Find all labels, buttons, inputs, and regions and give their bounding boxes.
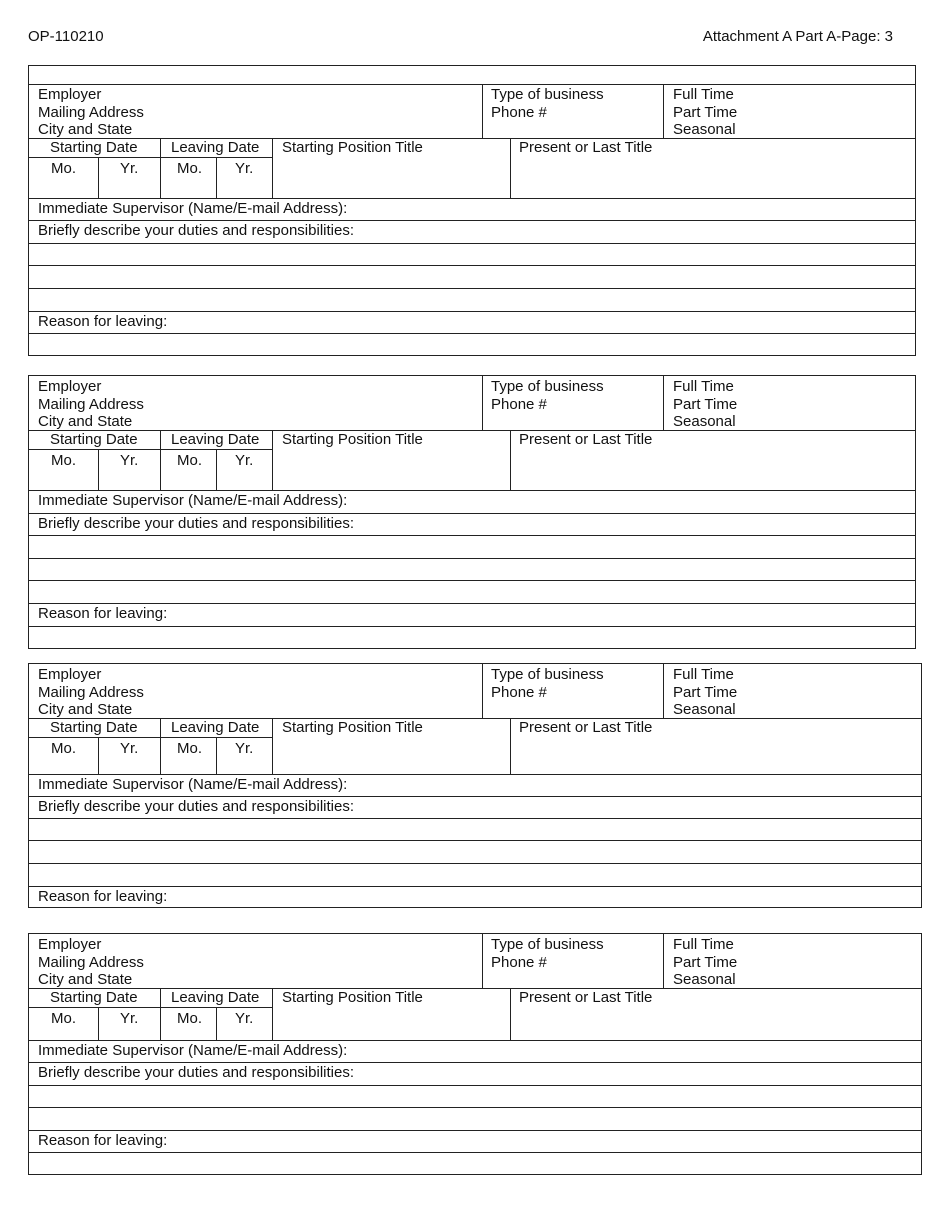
duties-line-2[interactable] xyxy=(29,840,921,863)
type-of-business-label: Type of business xyxy=(491,378,604,395)
divider xyxy=(29,718,921,719)
business-phone-field[interactable] xyxy=(482,84,663,138)
start-month-label: Mo. xyxy=(51,160,77,177)
divider xyxy=(29,138,915,139)
present-or-last-title-field[interactable] xyxy=(510,158,915,198)
start-month-label: Mo. xyxy=(51,740,77,757)
type-of-business-label: Type of business xyxy=(491,936,604,953)
leaving-date-label: Leaving Date xyxy=(171,431,260,448)
present-or-last-title-field[interactable] xyxy=(510,450,915,490)
part-time-option: Part Time xyxy=(673,683,738,701)
employer-label: Employer xyxy=(38,378,102,395)
immediate-supervisor-field[interactable] xyxy=(359,1040,921,1062)
employment-entry-3 xyxy=(28,663,922,908)
start-month-field[interactable] xyxy=(29,1028,98,1040)
divider xyxy=(663,376,664,430)
phone-label: Phone # xyxy=(491,683,547,701)
type-of-business-label: Type of business xyxy=(491,666,604,683)
reason-line[interactable] xyxy=(29,333,915,355)
immediate-supervisor-label: Immediate Supervisor (Name/E-mail Address): xyxy=(38,199,348,217)
reason-for-leaving-label: Reason for leaving: xyxy=(38,1131,168,1149)
leave-year-label: Yr. xyxy=(235,452,254,469)
employer-label: Employer xyxy=(38,666,102,683)
leave-month-label: Mo. xyxy=(177,160,203,177)
employer-label: Employer xyxy=(38,86,102,103)
employer-address-field[interactable] xyxy=(29,664,482,718)
start-month-label: Mo. xyxy=(51,452,77,469)
leave-month-label: Mo. xyxy=(177,452,203,469)
mailing-address-label: Mailing Address xyxy=(38,683,144,701)
reason-for-leaving-label: Reason for leaving: xyxy=(38,604,168,622)
immediate-supervisor-field[interactable] xyxy=(359,774,921,796)
full-time-option: Full Time xyxy=(673,86,734,103)
phone-label: Phone # xyxy=(491,395,547,413)
employer-address-field[interactable] xyxy=(29,934,482,988)
divider xyxy=(482,934,483,988)
page-label: Attachment A Part A-Page: 3 xyxy=(702,28,893,45)
blank-row[interactable] xyxy=(29,66,915,84)
divider xyxy=(663,664,664,718)
duties-line-2[interactable] xyxy=(29,558,915,580)
divider xyxy=(482,84,483,138)
reason-for-leaving-label: Reason for leaving: xyxy=(38,312,168,330)
duties-line-1[interactable] xyxy=(29,243,915,265)
present-or-last-title-label: Present or Last Title xyxy=(519,989,653,1006)
starting-date-label: Starting Date xyxy=(50,989,138,1006)
phone-label: Phone # xyxy=(491,953,547,971)
full-time-option: Full Time xyxy=(673,666,734,683)
employer-address-field[interactable] xyxy=(29,84,482,138)
start-month-field[interactable] xyxy=(29,470,98,490)
leave-year-field[interactable] xyxy=(216,1028,272,1040)
mailing-address-label: Mailing Address xyxy=(38,395,144,413)
leave-year-field[interactable] xyxy=(216,470,272,490)
starting-position-title-label: Starting Position Title xyxy=(282,139,423,156)
divider xyxy=(29,157,272,158)
leave-year-label: Yr. xyxy=(235,1010,254,1027)
starting-position-title-label: Starting Position Title xyxy=(282,431,423,448)
immediate-supervisor-label: Immediate Supervisor (Name/E-mail Address): xyxy=(38,1041,348,1059)
duties-label: Briefly describe your duties and responsibilities: xyxy=(38,221,354,239)
type-of-business-label: Type of business xyxy=(491,86,604,103)
starting-position-title-field[interactable] xyxy=(272,1008,510,1040)
divider xyxy=(29,449,272,450)
city-state-label: City and State xyxy=(38,121,133,138)
present-or-last-title-label: Present or Last Title xyxy=(519,139,653,156)
duties-line-2[interactable] xyxy=(29,1107,921,1130)
part-time-option: Part Time xyxy=(673,103,738,121)
leaving-date-label: Leaving Date xyxy=(171,719,260,736)
seasonal-option: Seasonal xyxy=(673,971,736,988)
city-state-label: City and State xyxy=(38,701,133,718)
reason-for-leaving-label: Reason for leaving: xyxy=(38,887,168,905)
start-month-field[interactable] xyxy=(29,178,98,198)
leave-year-field[interactable] xyxy=(216,758,272,774)
leave-month-field[interactable] xyxy=(160,1028,216,1040)
employment-type-field[interactable] xyxy=(663,376,915,430)
phone-label: Phone # xyxy=(491,103,547,121)
part-time-option: Part Time xyxy=(673,395,738,413)
business-phone-field[interactable] xyxy=(482,934,663,988)
start-year-label: Yr. xyxy=(120,160,139,177)
leave-year-field[interactable] xyxy=(216,178,272,198)
duties-line-3[interactable] xyxy=(29,863,921,886)
mailing-address-label: Mailing Address xyxy=(38,103,144,121)
present-or-last-title-field[interactable] xyxy=(510,1008,921,1040)
starting-position-title-field[interactable] xyxy=(272,158,510,198)
immediate-supervisor-label: Immediate Supervisor (Name/E-mail Address): xyxy=(38,775,348,793)
employment-entry-1 xyxy=(28,65,916,356)
divider xyxy=(482,664,483,718)
employment-entry-2 xyxy=(28,375,916,649)
start-year-label: Yr. xyxy=(120,740,139,757)
immediate-supervisor-label: Immediate Supervisor (Name/E-mail Address): xyxy=(38,491,348,509)
present-or-last-title-label: Present or Last Title xyxy=(519,719,653,736)
start-year-label: Yr. xyxy=(120,1010,139,1027)
leave-year-label: Yr. xyxy=(235,740,254,757)
present-or-last-title-field[interactable] xyxy=(510,738,921,774)
starting-position-title-label: Starting Position Title xyxy=(282,989,423,1006)
present-or-last-title-label: Present or Last Title xyxy=(519,431,653,448)
duties-line-2[interactable] xyxy=(29,265,915,288)
duties-line-1[interactable] xyxy=(29,535,915,558)
leaving-date-label: Leaving Date xyxy=(171,989,260,1006)
leave-month-field[interactable] xyxy=(160,178,216,198)
reason-for-leaving-field[interactable] xyxy=(179,886,921,907)
start-year-label: Yr. xyxy=(120,452,139,469)
starting-date-label: Starting Date xyxy=(50,431,138,448)
employment-entry-4 xyxy=(28,933,922,1175)
full-time-option: Full Time xyxy=(673,936,734,953)
leave-month-field[interactable] xyxy=(160,470,216,490)
employer-label: Employer xyxy=(38,936,102,953)
mailing-address-label: Mailing Address xyxy=(38,953,144,971)
duties-line-1[interactable] xyxy=(29,1085,921,1107)
part-time-option: Part Time xyxy=(673,953,738,971)
seasonal-option: Seasonal xyxy=(673,413,736,430)
immediate-supervisor-field[interactable] xyxy=(359,490,915,513)
starting-position-title-label: Starting Position Title xyxy=(282,719,423,736)
employment-type-field[interactable] xyxy=(663,84,915,138)
duties-line-3[interactable] xyxy=(29,580,915,603)
start-year-field[interactable] xyxy=(98,758,160,774)
reason-for-leaving-field[interactable] xyxy=(179,1130,921,1152)
immediate-supervisor-field[interactable] xyxy=(359,198,915,220)
divider xyxy=(663,934,664,988)
employment-type-field[interactable] xyxy=(663,664,921,718)
divider xyxy=(482,376,483,430)
form-number: OP-110210 xyxy=(28,28,104,45)
divider xyxy=(29,988,921,989)
employment-type-field[interactable] xyxy=(663,934,921,988)
divider xyxy=(663,84,664,138)
starting-date-label: Starting Date xyxy=(50,139,138,156)
starting-position-title-field[interactable] xyxy=(272,450,510,490)
employer-address-field[interactable] xyxy=(29,376,482,430)
reason-line[interactable] xyxy=(29,1152,921,1174)
city-state-label: City and State xyxy=(38,971,133,988)
starting-date-label: Starting Date xyxy=(50,719,138,736)
city-state-label: City and State xyxy=(38,413,133,430)
reason-for-leaving-field[interactable] xyxy=(179,311,915,333)
seasonal-option: Seasonal xyxy=(673,701,736,718)
leave-month-field[interactable] xyxy=(160,758,216,774)
divider xyxy=(29,1007,272,1008)
divider xyxy=(29,430,915,431)
leave-month-label: Mo. xyxy=(177,1010,203,1027)
duties-line-1[interactable] xyxy=(29,818,921,840)
divider xyxy=(29,737,272,738)
leave-month-label: Mo. xyxy=(177,740,203,757)
start-month-field[interactable] xyxy=(29,758,98,774)
leaving-date-label: Leaving Date xyxy=(171,139,260,156)
start-year-field[interactable] xyxy=(98,1028,160,1040)
leave-year-label: Yr. xyxy=(235,160,254,177)
seasonal-option: Seasonal xyxy=(673,121,736,138)
reason-for-leaving-field[interactable] xyxy=(179,603,915,626)
start-month-label: Mo. xyxy=(51,1010,77,1027)
duties-label: Briefly describe your duties and responsibilities: xyxy=(38,514,354,532)
duties-label: Briefly describe your duties and responsibilities: xyxy=(38,797,354,815)
start-year-field[interactable] xyxy=(98,178,160,198)
reason-line[interactable] xyxy=(29,626,915,648)
starting-position-title-field[interactable] xyxy=(272,738,510,774)
start-year-field[interactable] xyxy=(98,470,160,490)
business-phone-field[interactable] xyxy=(482,376,663,430)
duties-label: Briefly describe your duties and responsibilities: xyxy=(38,1063,354,1081)
duties-line-3[interactable] xyxy=(29,288,915,311)
business-phone-field[interactable] xyxy=(482,664,663,718)
full-time-option: Full Time xyxy=(673,378,734,395)
